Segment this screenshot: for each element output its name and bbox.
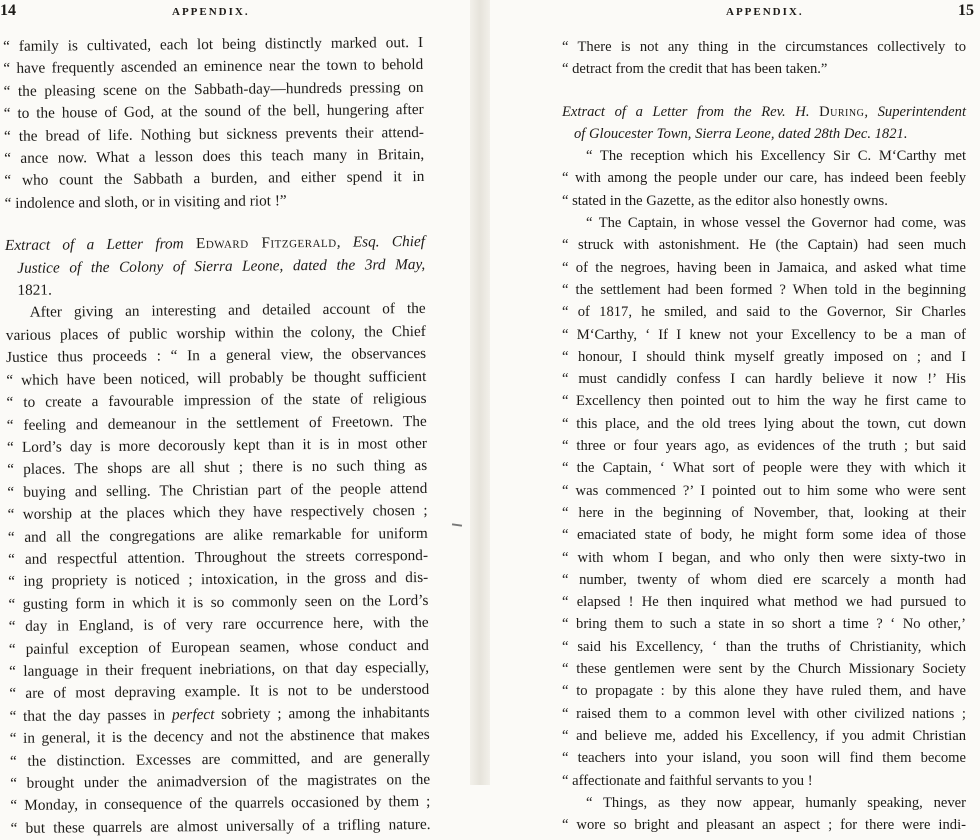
left-text-column [3,32,431,840]
text-line: “ are of most depraving example. It is not to be understood [9,681,430,703]
right-running-head: APPENDIX. [726,6,804,18]
text-line: “ but these quarrels are almost universally of a trifling nature. [10,815,431,837]
text-line: “ and believe me, added his Excellency, if you admit Christian [562,727,966,744]
text-line: “ the settlement had been formed ? When told in the beginning [562,281,966,298]
text-line: various places of public worship within the colony, the Chief [5,322,426,344]
extract-heading-line [562,101,966,123]
text-line: “ stated in the Gazette, as the editor also honestly owns. [562,192,888,209]
text-line: “ feeling and demeanour in the settlement of Freetown. The [6,412,427,434]
text-line: “ and respectful attention. Throughout the streets correspond- [7,546,429,568]
text-line: “ Excellency then pointed out to him the way he first came to [562,393,966,410]
text-line: “ the Captain, ‘ What sort of people were they with which it [562,460,966,477]
text-line: “ language in their frequent inebriations, on that day especially, [9,658,430,680]
text-line: “ day in England, is of very rare occurrence here, with the [8,614,429,636]
left-page [0,0,470,837]
perfect-line-after: sobriety ; among the inhabitants [214,703,430,723]
heading-name: Edward Fitzgerald [195,234,337,253]
text-line: “ said his Excellency, ‘ than the truths of Christianity, which [562,638,966,655]
text-line: “ with among the people under our care, has indeed been feebly [562,170,966,187]
perfect-line-before: “ that the day passes in [9,706,173,725]
heading-prefix: Extract of a Letter from the Rev. H. [562,103,810,120]
text-line: “ three or four years ago, as evidences of the truth ; but said [562,438,966,455]
text-line: “ The Captain, in whose vessel the Governor had come, was [586,215,966,232]
text-line: “ number, twenty of whom died ere scarcely a month had [562,571,966,588]
text-line: “ in general, it is the decency and not the abstinence that makes [9,726,430,748]
left-page-number: 14 [0,2,16,19]
text-line: “ M‘Carthy, ‘ If I knew not your Excellency to be a man of [562,326,966,343]
text-line: “ honour, I should think myself greatly imposed on ; and I [562,348,966,365]
right-text-column [562,36,966,836]
text-line: “ detract from the credit that has been taken.” [562,61,828,78]
text-line: “ Things, as they now appear, humanly speaking, never [586,794,966,811]
extract-heading-line: of Gloucester Town, Sierra Leone, dated 28th Dec. 1821. [574,125,908,142]
text-line: “ which have been noticed, will probably be thought sufficient [6,367,427,389]
right-page-number: 15 [958,2,974,19]
text-line: “ of the negroes, having been in Jamaica, and asked what time [562,259,966,276]
text-line: “ the distinction. Excesses are committed, and are generally [9,748,431,770]
text-line: “ The reception which his Excellency Sir C. M‘Carthy met [586,148,966,165]
text-line: “ wore so bright and pleasant an aspect ; for there were indi- [562,817,966,834]
book-gutter [470,0,490,785]
text-line: “ places. The shops are all shut ; there is no such thing as [7,457,428,479]
extract-heading-date: 1821. [17,281,52,299]
text-line: “ brought under the animadversion of the magistrates on the [10,770,431,792]
text-line: “ to the house of God, at the sound of the bell, hungering after [3,101,424,123]
text-line: “ affectionate and faithful servants to you ! [562,772,813,789]
text-line: “ these gentlemen were sent by the Church Missionary Society [562,661,966,678]
text-line: “ There is not any thing in the circumstances collectively to [562,39,966,55]
text-line: “ painful exception of European seamen, whose conduct and [8,636,429,658]
text-line: “ bring them to such a state in so short a time ? ‘ No other,’ [562,616,966,633]
text-line: “ the bread of life. Nothing but sickness prevents their attend- [3,123,425,145]
text-line: “ ing propriety is noticed ; intoxication, in the gross and dis- [8,569,429,591]
heading-name: During [819,103,865,120]
text-line: “ to create a favourable impression of the state of religious [6,390,427,412]
text-line: “ gusting form in which it is so commonly seen on the Lord’s [8,591,429,613]
heading-suffix: , Esq. Chief [336,233,426,252]
text-line: “ buying and selling. The Christian part of the people attend [7,479,428,501]
right-page [490,0,980,834]
text-line: “ struck with astonishment. He (the Captain) had seen much [562,237,966,254]
text-line: “ emaciated state of body, he might form some idea of those [562,527,966,544]
text-line: “ Monday, in consequence of the quarrels occasioned by them ; [10,793,431,815]
text-line: “ here in the beginning of November, that, looking at their [562,504,966,521]
text-line: “ elapsed ! He then inquired what method we had pursued to [562,594,966,611]
text-line: “ of 1817, he smiled, and said to the Governor, Sir Charles [562,304,966,321]
text-line: “ indolence and sloth, or in visiting and riot !” [4,192,287,212]
text-line: “ to propagate : by this alone they have ruled them, and have [562,683,966,700]
text-line: “ who count the Sabbath a burden, and either spend it in [4,168,425,190]
margin-mark [452,523,462,526]
text-line: “ family is cultivated, each lot being distinctly marked out. I [3,33,424,55]
text-line: “ and all the congregations are alike remarkable for uniform [7,524,428,546]
heading-suffix: , Superintendent [864,103,966,120]
text-line: “ was commenced ?’ I pointed out to him some who were sent [562,482,966,499]
text-line: “ raised them to a common level with other civilized nations ; [562,705,966,722]
text-line: “ with whom I began, and who only then were sixty-two in [562,549,966,566]
text-line: Justice thus proceeds : “ In a general view, the observances [6,345,427,367]
heading-prefix: Extract of a Letter from [4,235,184,255]
text-line: After giving an interesting and detailed account of the [29,300,426,322]
left-running-head: APPENDIX. [172,6,250,18]
extract-heading-line: Justice of the Colony of Sierra Leone, dated the 3rd May, [17,255,426,277]
text-line: “ the pleasing scene on the Sabbath-day—hundreds pressing on [3,78,424,100]
text-line: “ worship at the places which they have respectively chosen ; [7,502,428,524]
text-line: “ Lord’s day is more decorously kept than it is in most other [6,434,428,456]
perfect-emphasis: perfect [171,705,215,724]
text-line: “ this place, and the old trees lying about the town, cut down [562,415,966,432]
text-line: “ must candidly confess I can hardly believe it now !’ His [562,371,966,388]
text-line: “ have frequently ascended an eminence near the town to behold [3,56,424,78]
text-line: “ ance now. What a lesson does this teach many in Britain, [4,145,425,168]
text-line: “ teachers into your island, you soon will find them become [562,750,966,767]
